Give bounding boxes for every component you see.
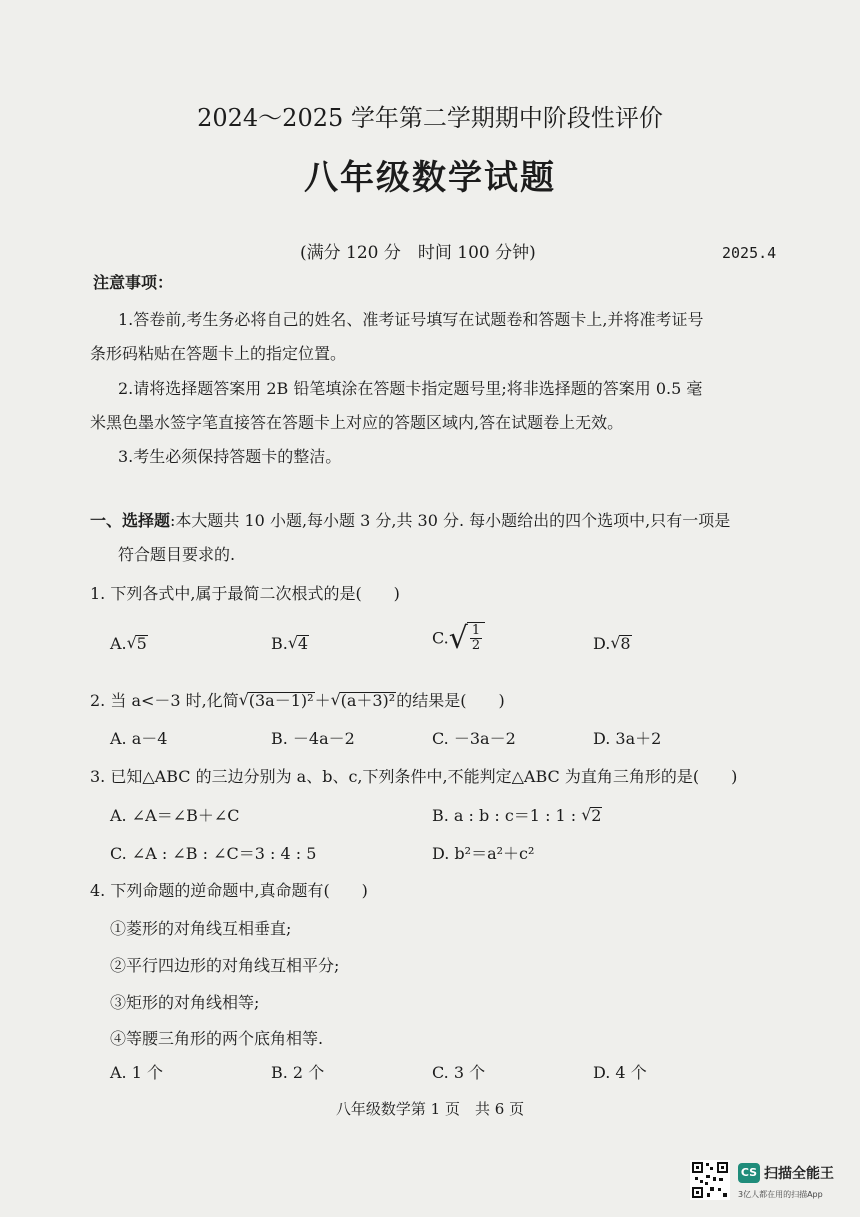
notice-item3: 3.考生必须保持答题卡的整洁。: [118, 447, 342, 466]
q1-b-radicand: 4: [297, 634, 309, 653]
page-footer: 八年级数学第 1 页 共 6 页: [335, 1100, 525, 1118]
exam-info: (满分 120 分 时间 100 分钟): [300, 243, 536, 263]
q3-b-radicand: 2: [591, 806, 602, 825]
q4-statement-2: ②平行四边形的对角线互相平分;: [110, 956, 340, 975]
q1-d-sqrt: [610, 634, 631, 653]
section1-desc: :本大题共 10 小题,每小题 3 分,共 30 分. 每小题给出的四个选项中,只有一项是: [170, 511, 731, 530]
q3-option-a: A. ∠A＝∠B＋∠C: [110, 806, 240, 825]
q3-option-d: D. b²＝a²＋c²: [432, 844, 535, 863]
section1-label: 一、选择题: [90, 511, 171, 530]
q3-stem: 3. 已知△ABC 的三边分别为 a、b、c,下列条件中,不能判定△ABC 为直角三角形的是( ): [90, 767, 738, 786]
notice-item1-line1: 1.答卷前,考生务必将自己的姓名、准考证号填写在试题卷和答题卡上,并将准考证号: [118, 310, 704, 329]
q1-a-label: A.: [110, 634, 127, 653]
qr-code-icon: [690, 1160, 730, 1200]
q1-a-sqrt: [127, 634, 148, 653]
q4-statement-1: ①菱形的对角线互相垂直;: [110, 919, 292, 938]
q3-option-c: C. ∠A : ∠B : ∠C＝3 : 4 : 5: [110, 844, 317, 863]
q1-option-d: [593, 634, 632, 653]
scanner-brand: 扫描全能王: [764, 1166, 834, 1182]
q4-option-a: A. 1 个: [110, 1063, 163, 1082]
q2-radicand1: (3a－1)²: [248, 691, 314, 710]
q2-option-c: C. －3a－2: [432, 729, 516, 748]
q1-d-radicand: 8: [620, 634, 631, 653]
q4-stem: 4. 下列命题的逆命题中,真命题有( ): [90, 881, 368, 900]
q3-option-b: [432, 803, 602, 826]
q1-stem: 1. 下列各式中,属于最简二次根式的是( ): [90, 584, 400, 603]
q4-option-d: D. 4 个: [593, 1063, 647, 1082]
q1-option-c: [432, 622, 485, 654]
q1-option-b: [271, 634, 309, 653]
notice-item1-line2: 条形码粘贴在答题卡上的指定位置。: [90, 344, 347, 363]
exam-title: 八年级数学试题: [304, 158, 556, 198]
q1-c-fraction: [470, 624, 482, 654]
q2-stem-pre: 2. 当 a<－3 时,化简: [90, 691, 239, 710]
q2-option-b: B. －4a－2: [271, 729, 355, 748]
q4-statement-4: ④等腰三角形的两个底角相等.: [110, 1029, 324, 1048]
q4-option-b: B. 2 个: [271, 1063, 325, 1082]
exam-date: 2025.4: [722, 244, 777, 262]
scanner-slogan: 3亿人都在用的扫描App: [738, 1190, 823, 1199]
q3-b-sqrt: [581, 806, 602, 825]
q1-b-label: B.: [271, 634, 288, 653]
q2-plus: ＋: [314, 691, 331, 710]
q1-c-sqrt: √ $\frac{1}{2}$: [449, 622, 485, 654]
q2-option-d: D. 3a＋2: [593, 729, 662, 748]
q4-statement-3: ③矩形的对角线相等;: [110, 993, 260, 1012]
section1-heading: [90, 508, 730, 531]
q2-option-a: A. a－4: [110, 729, 168, 748]
q1-d-label: D.: [593, 634, 611, 653]
q1-c-numerator: 1: [471, 623, 481, 638]
q4-option-c: C. 3 个: [432, 1063, 486, 1082]
section1-desc-line2: 符合题目要求的.: [118, 545, 236, 564]
q2-sqrt1: [239, 691, 315, 710]
exam-title-line1: 2024～2025 学年第二学期期中阶段性评价: [197, 104, 663, 132]
notice-heading: 注意事项：: [93, 273, 174, 292]
q1-b-sqrt: [288, 634, 309, 653]
q2-stem-post: 的结果是( ): [396, 691, 505, 710]
q1-c-label: C.: [432, 628, 449, 648]
notice-item2-line2: 米黑色墨水签字笔直接答在答题卡上对应的答题区域内,答在试题卷上无效。: [90, 413, 624, 432]
q2-stem: [90, 688, 505, 711]
q1-option-a: [110, 634, 148, 653]
q1-a-radicand: 5: [136, 634, 147, 653]
notice-item2-line1: 2.请将选择题答案用 2B 铅笔填涂在答题卡指定题号里;将非选择题的答案用 0.5 毫: [118, 379, 703, 398]
q1-c-denominator: 2: [471, 638, 481, 654]
q3-b-text: B. a : b : c＝1 : 1 :: [432, 806, 582, 825]
q2-radicand2: (a＋3)²: [340, 691, 396, 710]
q2-sqrt2: [331, 691, 397, 710]
scanner-logo: CS: [738, 1163, 760, 1183]
